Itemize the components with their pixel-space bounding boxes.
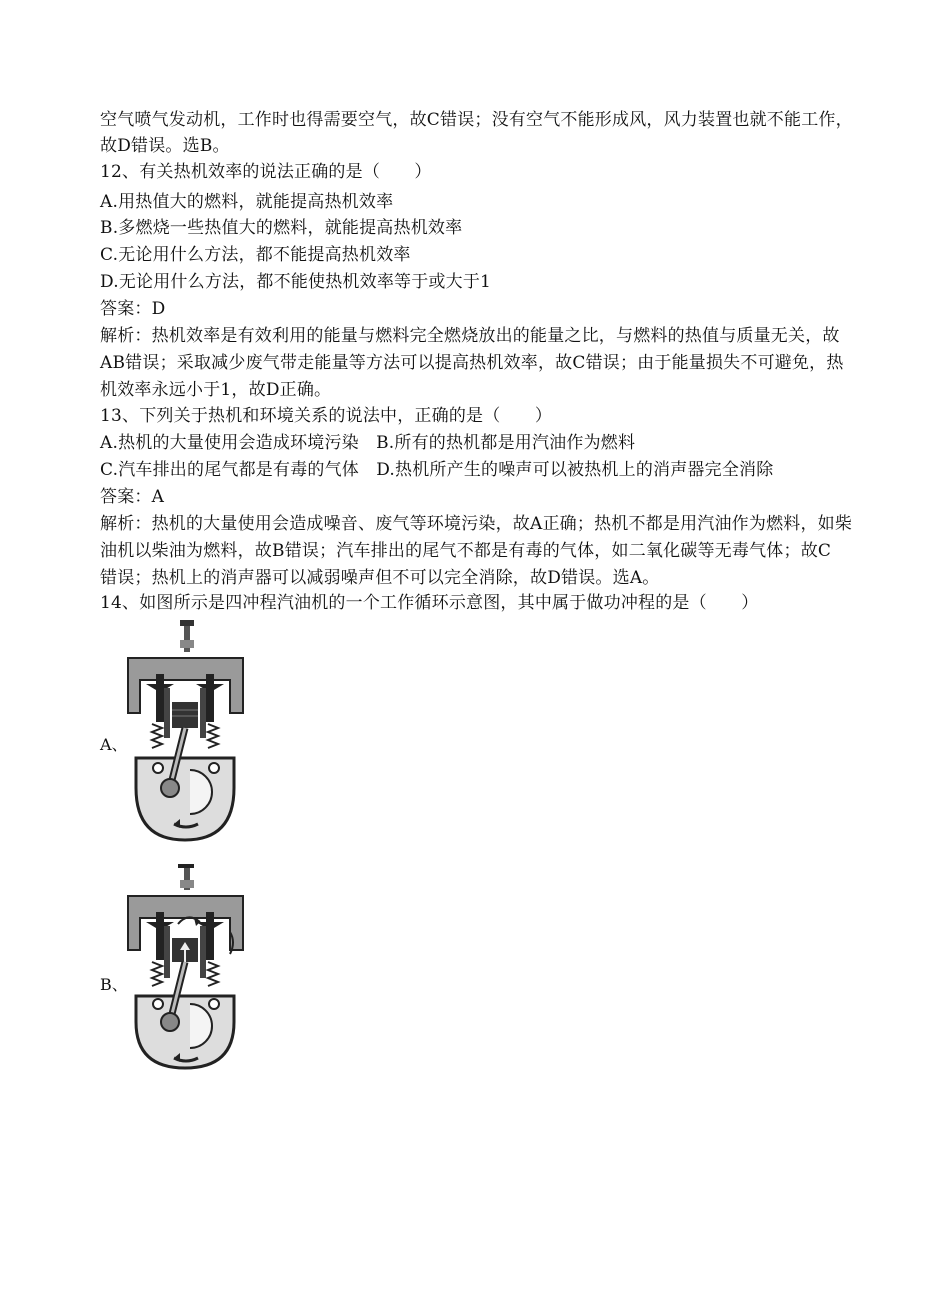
question-14: 14、如图所示是四冲程汽油机的一个工作循环示意图，其中属于做功冲程的是（ ） — [100, 593, 759, 613]
q12-analysis-line-1: 解析：热机效率是有效利用的能量与燃料完全燃烧放出的能量之比，与燃料的热值与质量无关，故 — [100, 326, 840, 346]
engine-diagram-a — [118, 618, 253, 848]
question-13: 13、下列关于热机和环境关系的说法中，正确的是（ ） — [100, 406, 553, 426]
q12-analysis-line-2: AB错误；采取减少废气带走能量等方法可以提高热机效率，故C错误；由于能量损失不可避免，热 — [100, 353, 844, 373]
q12-answer: 答案：D — [100, 299, 166, 319]
question-12: 12、有关热机效率的说法正确的是（ ） — [100, 162, 432, 182]
q13-analysis-line-3: 错误；热机上的消声器可以减弱噪声但不可以完全消除，故D错误。选A。 — [100, 568, 660, 588]
q13-analysis-line-2: 油机以柴油为燃料，故B错误；汽车排出的尾气不都是有毒的气体，如二氧化碳等无毒气体；故C — [100, 541, 832, 561]
q13-answer: 答案：A — [100, 487, 165, 507]
q12-analysis-line-3: 机效率永远小于1，故D正确。 — [100, 380, 332, 400]
option-b-label: B、 — [100, 975, 128, 994]
text-line-2: 故D错误。选B。 — [100, 136, 230, 156]
q13-analysis-line-1: 解析：热机的大量使用会造成噪音、废气等环境污染，故A正确；热机不都是用汽油作为燃料，如柴 — [100, 514, 853, 534]
q13-options-ab: A.热机的大量使用会造成环境污染 B.所有的热机都是用汽油作为燃料 — [100, 433, 636, 453]
text-line-1: 空气喷气发动机，工作时也得需要空气，故C错误；没有空气不能形成风，风力装置也就不能工作， — [100, 110, 853, 130]
q12-option-b: B.多燃烧一些热值大的燃料，就能提高热机效率 — [100, 218, 463, 238]
q13-options-cd: C.汽车排出的尾气都是有毒的气体 D.热机所产生的噪声可以被热机上的消声器完全消除 — [100, 460, 774, 480]
q12-option-c: C.无论用什么方法，都不能提高热机效率 — [100, 245, 411, 265]
option-a-label: A、 — [100, 735, 128, 754]
q12-option-d: D.无论用什么方法，都不能使热机效率等于或大于1 — [100, 272, 492, 292]
engine-diagram-b — [118, 862, 253, 1074]
q12-option-a: A.用热值大的燃料，就能提高热机效率 — [100, 192, 394, 212]
